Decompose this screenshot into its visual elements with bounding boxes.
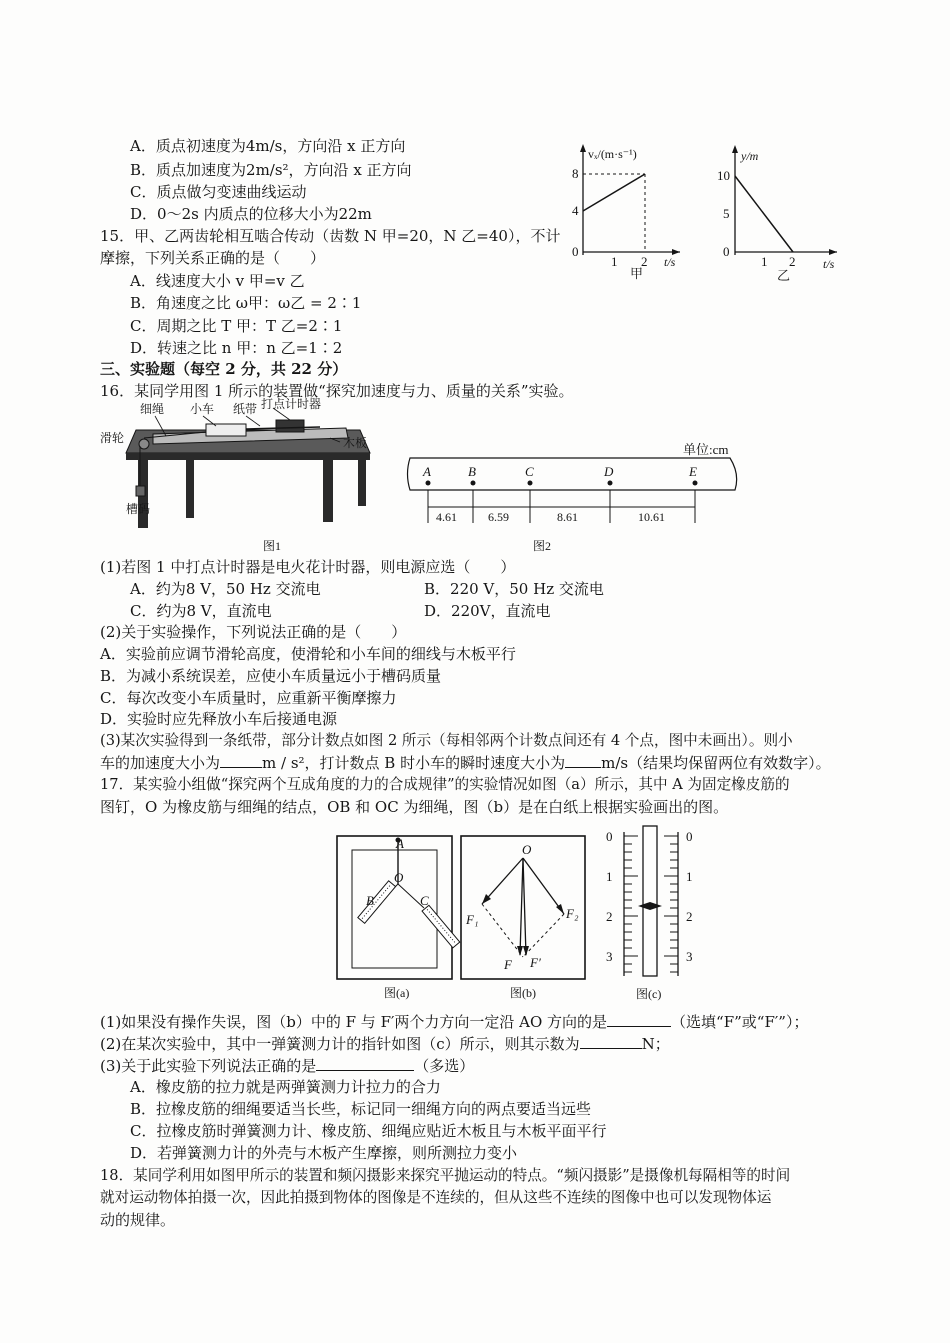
figa-caption: 图(a) bbox=[384, 986, 410, 1000]
q16-figure1 bbox=[98, 398, 378, 553]
fig2-point-e: E bbox=[689, 464, 697, 479]
figa-label-c: C bbox=[420, 893, 429, 908]
fig2-gap-bc: 6.59 bbox=[488, 510, 509, 524]
fig1-label-pulley: 滑轮 bbox=[100, 431, 125, 445]
q17-part1-blank[interactable] bbox=[607, 1026, 671, 1027]
q16-part1-d: D．220V，直流电 bbox=[424, 602, 551, 620]
figc-tick-1: 1 bbox=[686, 869, 693, 884]
graph-jia-ytick: 8 bbox=[572, 166, 579, 181]
q17-part2-text: N； bbox=[641, 1035, 670, 1053]
graph-yi-ytick: 5 bbox=[723, 206, 730, 221]
fig1-caption: 图1 bbox=[263, 539, 282, 553]
graph-yi bbox=[717, 140, 840, 285]
graph-yi-xtick: 2 bbox=[789, 254, 796, 269]
fig1-label-cart: 小车 bbox=[190, 402, 215, 416]
q17-stem-line2: 图钉，O 为橡皮筋与细绳的结点，OB 和 OC 为细绳，图（b）是在白纸上根据实验画出的图。 bbox=[100, 798, 729, 816]
figb-label-f1: F₁ bbox=[466, 912, 479, 927]
q16-part3-text: 车的加速度大小为 bbox=[100, 754, 221, 772]
q16-accel-blank[interactable] bbox=[220, 767, 262, 768]
q16-part1-b: B．220 V，50 Hz 交流电 bbox=[424, 580, 604, 598]
q14-option-a: A．质点初速度为4m/s，方向沿 x 正方向 bbox=[130, 137, 406, 155]
section-heading: 三、实验题（每空 2 分，共 22 分） bbox=[100, 360, 348, 378]
graph-jia-xtick: 2 bbox=[641, 254, 648, 269]
q17-figure-b bbox=[460, 832, 588, 1004]
q15-option-a: A．线速度大小 v 甲=v 乙 bbox=[130, 272, 305, 290]
figc-tick-3: 3 bbox=[606, 949, 613, 964]
figa-label-a: A bbox=[396, 836, 404, 851]
figb-label-o: O bbox=[522, 842, 532, 857]
graph-yi-origin: 0 bbox=[723, 244, 730, 259]
figc-tick-0: 0 bbox=[686, 829, 693, 844]
figc-caption: 图(c) bbox=[636, 987, 662, 1001]
q15-stem-line1: 15．甲、乙两齿轮相互啮合传动（齿数 N 甲=20，N 乙=40），不计 bbox=[100, 227, 561, 245]
q16-part3-line2 bbox=[100, 753, 831, 773]
fig2-unit: 单位:cm bbox=[683, 442, 729, 457]
q17-option-c: C．拉橡皮筋时弹簧测力计、橡皮筋、细绳应贴近木板且与木板平面平行 bbox=[130, 1122, 607, 1140]
figb-caption: 图(b) bbox=[510, 986, 536, 1000]
figc-tick-2: 2 bbox=[686, 909, 693, 924]
q16-part2: (2)关于实验操作，下列说法正确的是（ ） bbox=[100, 623, 407, 641]
q17-part1 bbox=[100, 1012, 808, 1032]
fig1-label-weight: 槽码 bbox=[126, 502, 151, 516]
q16-figure2 bbox=[405, 440, 745, 555]
q17-option-b: B．拉橡皮筋的细绳要适当长些，标记同一细绳方向的两点要适当远些 bbox=[130, 1100, 592, 1118]
graph-jia-xlabel: t/s bbox=[664, 255, 676, 269]
fig2-point-a: A bbox=[423, 464, 431, 479]
figc-tick-1: 1 bbox=[606, 869, 613, 884]
figb-label-fprime: F′ bbox=[530, 955, 541, 970]
fig1-label-board: 木板 bbox=[343, 436, 368, 450]
q15-stem-line2: 摩擦，下列关系正确的是（ ） bbox=[100, 249, 326, 267]
q16-part3-line1: (3)某次实验得到一条纸带，部分计数点如图 2 所示（每相邻两个计数点间还有 4 个点，图中未画出）。则小 bbox=[100, 732, 793, 749]
q16-part3-text: m/s（结果均保留两位有效数字）。 bbox=[601, 754, 831, 772]
q17-part1-text: （选填“F”或“F′”）； bbox=[671, 1013, 809, 1031]
q17-stem-line1: 17．某实验小组做“探究两个互成角度的力的合成规律”的实验情况如图（a）所示，其中 A 为固定橡皮筋的 bbox=[100, 776, 790, 793]
q16-part2-c: C．每次改变小车质量时，应重新平衡摩擦力 bbox=[100, 689, 397, 707]
figa-label-o: O bbox=[394, 870, 404, 885]
q17-part2-blank[interactable] bbox=[580, 1048, 642, 1049]
q17-option-d: D．若弹簧测力计的外壳与木板产生摩擦，则所测拉力变小 bbox=[130, 1144, 518, 1162]
graph-yi-xlabel: t/s bbox=[823, 257, 835, 271]
q17-part2 bbox=[100, 1034, 670, 1054]
fig2-point-b: B bbox=[468, 464, 476, 479]
graph-yi-ytick: 10 bbox=[717, 168, 730, 183]
graph-jia-caption: 甲 bbox=[630, 266, 644, 281]
fig2-point-d: D bbox=[604, 464, 614, 479]
figc-pointer bbox=[638, 902, 662, 910]
q16-part3-text: m / s²，打计数点 B 时小车的瞬时速度大小为 bbox=[262, 754, 566, 772]
q16-part1-c: C．约为8 V，直流电 bbox=[130, 602, 272, 620]
q17-part3-text: (3)关于此实验下列说法正确的是 bbox=[100, 1057, 317, 1075]
q17-part3-text: （多选） bbox=[414, 1057, 475, 1075]
figc-tick-2: 2 bbox=[606, 909, 613, 924]
fig2-gap-de: 10.61 bbox=[638, 510, 665, 524]
q18-line1: 18．某同学利用如图甲所示的装置和频闪摄影来探究平抛运动的特点。“频闪摄影”是摄像机每隔相等的时间 bbox=[100, 1167, 791, 1184]
fig2-caption: 图2 bbox=[533, 539, 552, 553]
graph-jia-xtick: 1 bbox=[611, 254, 618, 269]
q15-option-c: C．周期之比 T 甲：T 乙=2∶1 bbox=[130, 317, 343, 335]
fig1-label-timer: 打点计时器 bbox=[261, 397, 322, 411]
figa-label-b: B bbox=[366, 893, 374, 908]
graph-jia-ytick: 4 bbox=[572, 203, 579, 218]
figc-tick-0: 0 bbox=[606, 829, 613, 844]
fig2-gap-ab: 4.61 bbox=[436, 510, 457, 524]
q14-option-c: C．质点做匀变速曲线运动 bbox=[130, 183, 307, 201]
graph-jia-ylabel: vₓ/(m·s⁻¹) bbox=[588, 147, 637, 161]
q16-part2-a: A．实验前应调节滑轮高度，使滑轮和小车间的细线与木板平行 bbox=[100, 645, 516, 663]
graph-yi-xtick: 1 bbox=[761, 254, 768, 269]
fig2-gap-cd: 8.61 bbox=[557, 510, 578, 524]
q16-velocity-blank[interactable] bbox=[565, 767, 601, 768]
q15-option-d: D．转速之比 n 甲：n 乙=1∶2 bbox=[130, 339, 343, 357]
figb-label-f: F bbox=[504, 957, 512, 972]
q14-option-d: D．0～2s 内质点的位移大小为22m bbox=[130, 205, 372, 223]
q18-line3: 动的规律。 bbox=[100, 1211, 176, 1229]
q17-part1-text: (1)如果没有操作失误，图（b）中的 F 与 F′两个力方向一定沿 AO 方向的是 bbox=[100, 1013, 608, 1031]
q17-option-a: A．橡皮筋的拉力就是两弹簧测力计拉力的合力 bbox=[130, 1078, 441, 1096]
q16-part2-b: B．为减小系统误差，应使小车质量远小于槽码质量 bbox=[100, 667, 442, 685]
q17-part3 bbox=[100, 1056, 474, 1076]
graph-yi-ylabel: y/m bbox=[741, 149, 759, 163]
graph-jia bbox=[570, 140, 680, 285]
q16-part2-d: D．实验时应先释放小车后接通电源 bbox=[100, 710, 338, 728]
fig2-points bbox=[426, 481, 698, 486]
q16-part1: (1)若图 1 中打点计时器是电火花计时器，则电源应选（ ） bbox=[100, 558, 516, 576]
q18-line2: 就对运动物体拍摄一次，因此拍摄到物体的图像是不连续的，但从这些不连续的图像中也可以发现物体运 bbox=[100, 1189, 772, 1206]
q17-part3-blank[interactable] bbox=[316, 1070, 414, 1071]
graph-jia-origin: 0 bbox=[572, 244, 579, 259]
q14-option-b: B．质点加速度为2m/s²，方向沿 x 正方向 bbox=[130, 161, 412, 179]
fig1-label-tape: 纸带 bbox=[233, 402, 258, 416]
figc-tick-3: 3 bbox=[686, 949, 693, 964]
figb-label-f2: F₂ bbox=[566, 906, 579, 921]
fig1-label-string: 细绳 bbox=[140, 402, 165, 416]
fig2-point-c: C bbox=[525, 464, 534, 479]
graph-yi-caption: 乙 bbox=[777, 268, 791, 283]
q16-part1-a: A．约为8 V，50 Hz 交流电 bbox=[130, 580, 321, 598]
q17-part2-text: (2)在某次实验中，其中一弹簧测力计的指针如图（c）所示，则其示数为 bbox=[100, 1035, 580, 1053]
q16-stem: 16．某同学用图 1 所示的装置做“探究加速度与力、质量的关系”实验。 bbox=[100, 382, 574, 400]
q17-figure-a bbox=[336, 832, 454, 1004]
q15-option-b: B．角速度之比 ω甲：ω乙 = 2∶1 bbox=[130, 294, 362, 312]
q17-figure-c bbox=[598, 824, 718, 1004]
